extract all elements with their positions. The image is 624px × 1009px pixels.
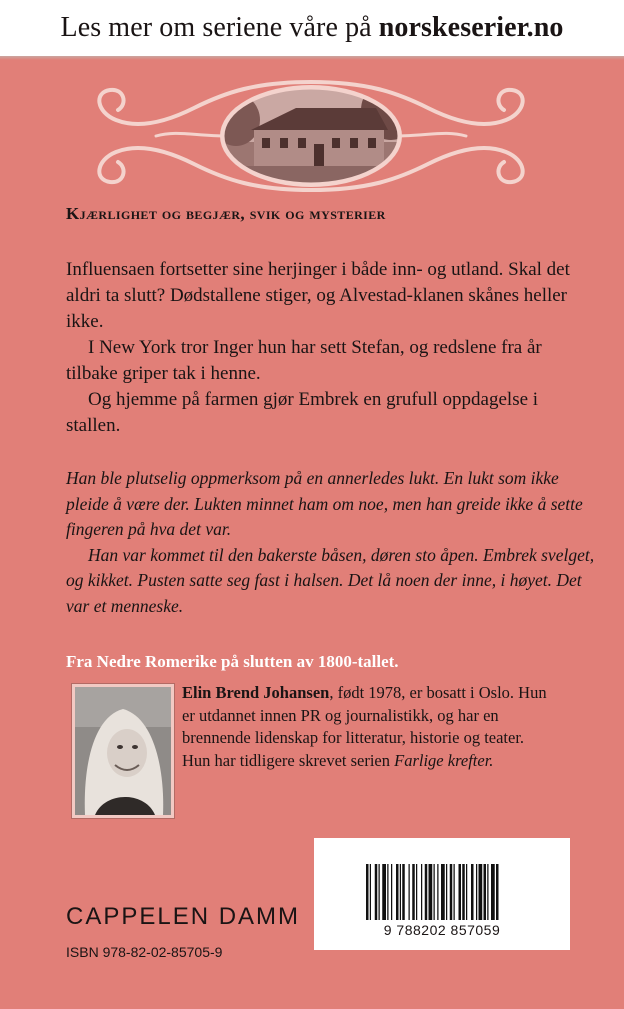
author-bio-body: , født 1978, er bosatt i Oslo. Hun er utdannet innen PR og journalistikk, og har en brennende lidenskap for litteratur, historie og teater. — [182, 683, 547, 747]
barcode-bar — [366, 864, 369, 920]
blurb-paragraph: Influensaen fortsetter sine herjinger i både inn- og utland. Skal det aldri ta slutt? Dødstallene stiger, og Alvestad-klanen skånes heller ikke. — [66, 259, 570, 332]
barcode-bar — [425, 864, 428, 920]
barcode-bars — [314, 838, 570, 922]
author-bio — [182, 682, 562, 772]
author-name: Elin Brend Johansen — [182, 683, 330, 702]
banner-text: Les mer om seriene våre på — [60, 12, 372, 43]
blurb-paragraph: I New York tror Inger hun har sett Stefan, og redslene fra år tilbake griper tak i henne. — [66, 337, 542, 384]
barcode-bar — [446, 864, 447, 920]
barcode-bar — [409, 864, 410, 920]
barcode-bar — [487, 864, 488, 920]
barcode-bar — [462, 864, 465, 920]
barcode-bar — [382, 864, 386, 920]
barcode-digits: 9 788202 857059 — [383, 922, 501, 938]
tagline: Kjærlighet og begjær, svik og mysterier — [66, 204, 386, 223]
author-bio-text — [182, 682, 562, 750]
barcode-bar — [421, 864, 422, 920]
barcode-bar — [454, 864, 455, 920]
top-banner — [0, 0, 624, 56]
publisher-logo: CAPPELEN DAMM — [66, 903, 301, 930]
barcode-bar — [387, 864, 388, 920]
barcode-bar — [496, 864, 499, 920]
previous-series-title: Farlige krefter. — [394, 750, 494, 770]
barcode-bar — [437, 864, 438, 920]
barcode-bar — [379, 864, 380, 920]
barcode-bar — [396, 864, 399, 920]
barcode-bar — [375, 864, 378, 920]
barcode-bar — [416, 864, 417, 920]
barcode-bar — [479, 864, 483, 920]
barcode-bar — [484, 864, 487, 920]
blurb-paragraph: Og hjemme på farmen gjør Embrek en grufull oppdagelse i stallen. — [66, 389, 539, 436]
author-previous-works — [182, 750, 562, 773]
barcode-bar — [429, 864, 433, 920]
setting-line: Fra Nedre Romerike på slutten av 1800-tallet. — [66, 652, 399, 671]
author-photo — [72, 684, 174, 818]
barcode-bar — [412, 864, 415, 920]
barcode-bar — [400, 864, 401, 920]
barcode-bar — [459, 864, 462, 920]
blurb — [66, 257, 596, 439]
barcode-bar — [450, 864, 453, 920]
barcode-bar — [402, 864, 405, 920]
barcode-bar — [370, 864, 371, 920]
barcode-bar — [466, 864, 467, 920]
farmhouse-ornament — [76, 80, 546, 192]
excerpt-paragraph: Han var kommet til den bakerste båsen, døren sto åpen. Embrek svelget, og kikket. Pusten satte seg fast i halsen. Det lå noen der inne, i høyet. Det var et menneske. — [66, 544, 595, 616]
banner-website[interactable]: norskeserier.no — [378, 12, 564, 43]
barcode-bar — [476, 864, 477, 920]
barcode-bar — [441, 864, 445, 920]
barcode — [314, 838, 570, 950]
isbn: ISBN 978-82-02-85705-9 — [66, 944, 223, 960]
excerpt-paragraph: Han ble plutselig oppmerksom på en annerledes lukt. En lukt som ikke pleide å være der. Lukten minnet ham om noe, men han greide ikke å sette fingeren på hva det var. — [66, 468, 583, 539]
barcode-bar — [434, 864, 435, 920]
barcode-bar — [491, 864, 495, 920]
banner-edge — [0, 56, 624, 60]
excerpt — [66, 466, 596, 619]
barcode-bar — [471, 864, 474, 920]
author-portrait-image — [75, 687, 171, 815]
previous-works-lead: Hun har tidligere skrevet serien — [182, 750, 395, 770]
barcode-bar — [391, 864, 392, 920]
